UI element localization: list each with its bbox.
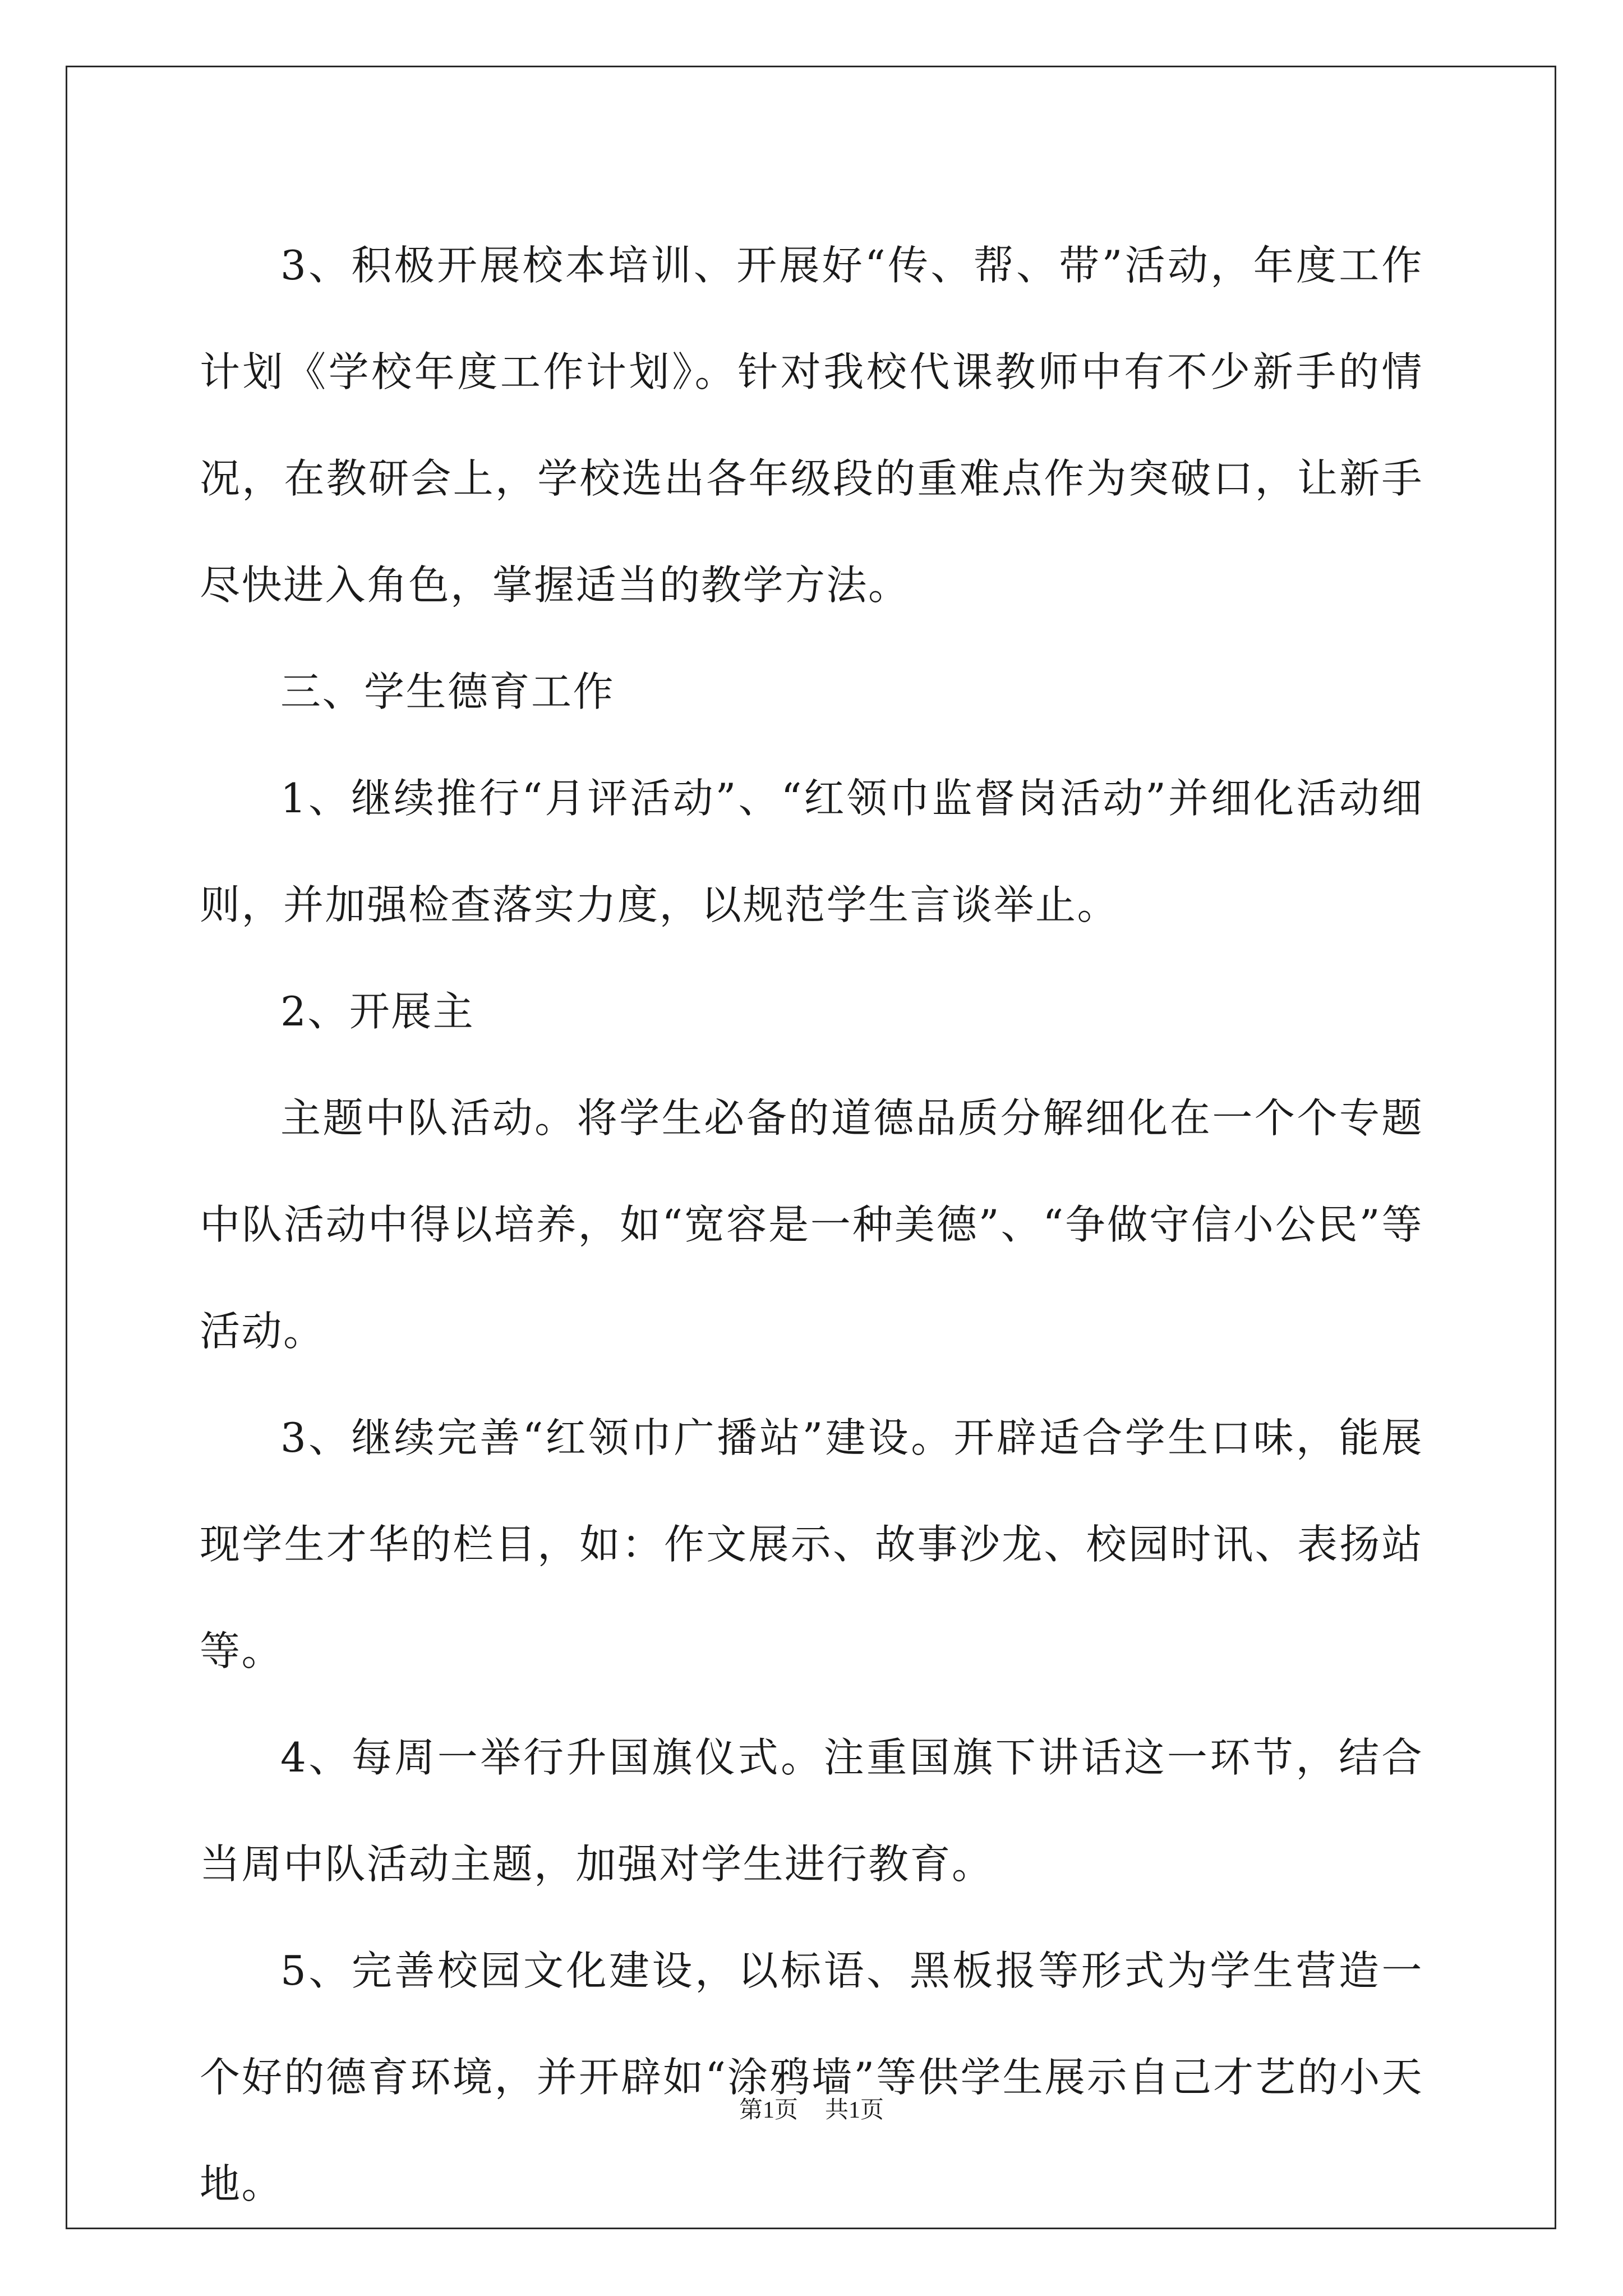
section-heading-moral-education: 三、学生德育工作 xyxy=(280,668,615,715)
paragraph-campus-culture: 5、完善校园文化建设，以标语、黑板报等形式为学生营造一个好的德育环境，并开辟如“涂鸦墙”等供学生展示自己才艺的小天地。 xyxy=(200,1947,1423,2207)
paragraph-teacher-training: 3、积极开展校本培训、开展好“传、帮、带”活动，年度工作计划《学校年度工作计划》。针对我校代课教师中有不少新手的情况，在教研会上，学校选出各年级段的重难点作为突破口，让新手尽快进入角色，掌握适当的教学方法。 xyxy=(200,242,1423,609)
paragraph-monthly-review: 1、继续推行“月评活动”、“红领巾监督岗活动”并细化活动细则，并加强检查落实力度，以规范学生言谈举止。 xyxy=(200,775,1423,928)
paragraph-squad-activities: 主题中队活动。将学生必备的道德品质分解细化在一个个专题中队活动中得以培养，如“宽容是一种美德”、“争做守信小公民”等活动。 xyxy=(200,1094,1423,1355)
paragraph-flag-ceremony: 4、每周一举行升国旗仪式。注重国旗下讲话这一环节，结合当周中队活动主题，加强对学生进行教育。 xyxy=(200,1734,1423,1888)
page-number-current: 第1页 xyxy=(739,2097,798,2123)
page-number-total: 共1页 xyxy=(825,2097,884,2123)
paragraph-theme-intro: 2、开展主 xyxy=(280,988,475,1035)
document-body xyxy=(200,212,1423,2237)
page-footer xyxy=(0,2091,1623,2125)
paragraph-broadcast-station: 3、继续完善“红领巾广播站”建设。开辟适合学生口味，能展现学生才华的栏目，如：作文展示、故事沙龙、校园时讯、表扬站等。 xyxy=(200,1414,1423,1674)
